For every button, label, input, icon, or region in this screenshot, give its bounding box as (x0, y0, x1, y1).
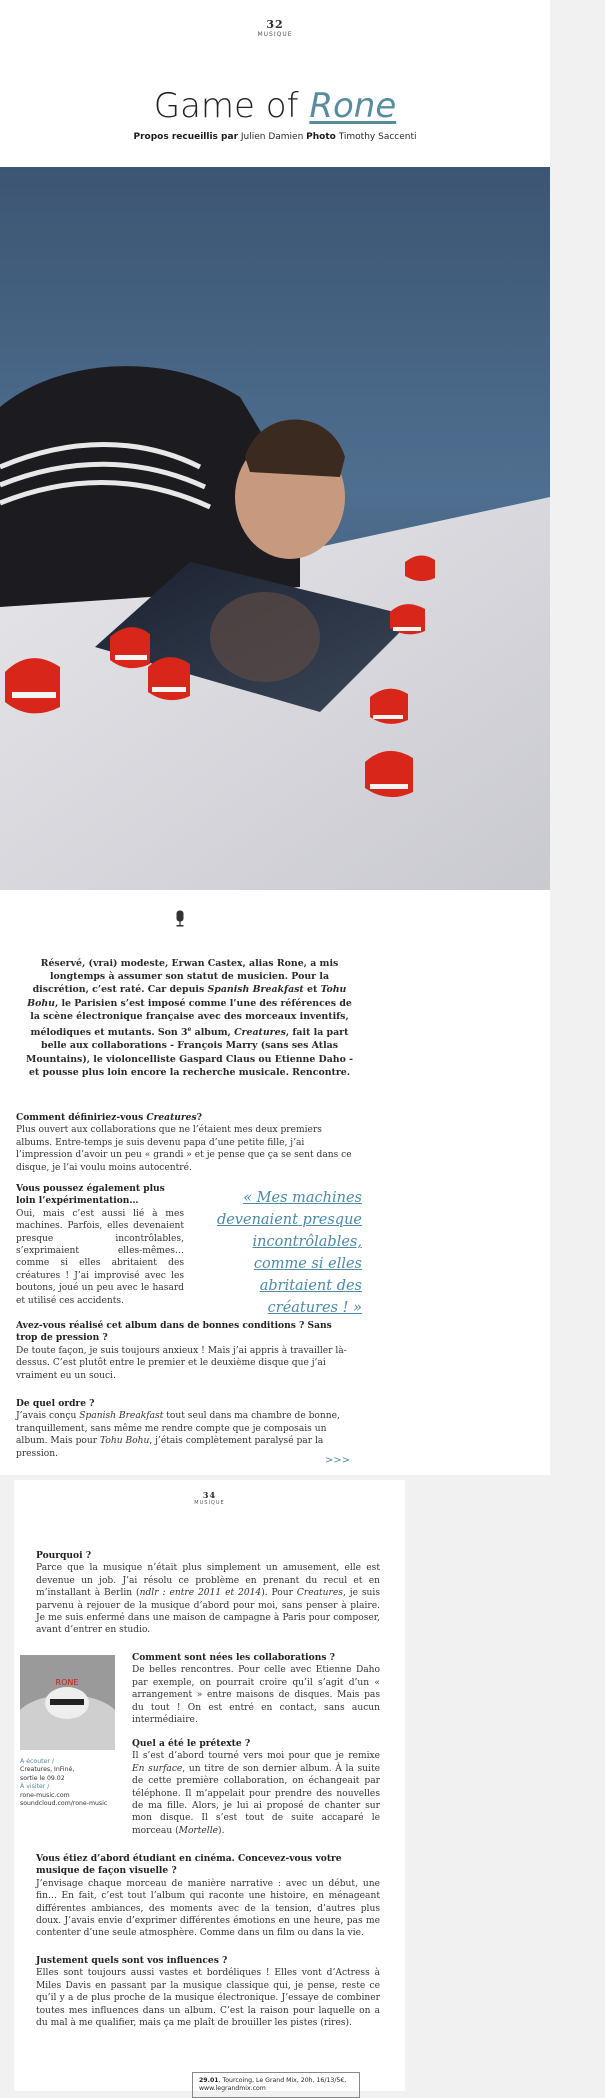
question: Comment définiriez-vous Creatures? (16, 1112, 202, 1123)
qa-block (132, 1738, 380, 1837)
qa-block (36, 1955, 380, 2029)
album-name: Creatures, InFiné, (20, 1766, 75, 1774)
photographer: Timothy Saccenti (335, 132, 417, 142)
interview-label: Propos recueillis par (133, 132, 239, 142)
album-title: Spanish Breakfast (207, 984, 304, 996)
magazine-page-34 (14, 1480, 405, 2091)
website-link[interactable]: rone-music.com (20, 1791, 70, 1799)
continue-arrow: >>> (325, 1455, 351, 1466)
page-folio (14, 1490, 405, 1506)
answer: Plus ouvert aux collaborations que ne l’étaient mes deux premiers albums. Entre-temps je suis devenu papa d’une petite fille, j’ai l’impression d’avoir un peu « grandi » et je pense que ça se sent dans ce disque, je l’ai voulu moins autocentré. (16, 1125, 352, 1173)
question: Vous étiez d’abord étudiant en cinéma. Concevez-vous votre musique de façon visuelle ? (36, 1853, 342, 1877)
album-title: Creatures (234, 1027, 286, 1039)
website-link[interactable]: soundcloud.com/rone-music (20, 1800, 108, 1808)
qa-block (132, 1652, 380, 1726)
question: Pourquoi ? (36, 1550, 92, 1561)
visit-label: À visiter / (20, 1783, 50, 1791)
answer: De belles rencontres. Pour celle avec Etienne Daho par exemple, on pourrait croire qu’il s’agit d’un « arrangement » entre maisons de disques. Mais pas du tout ! On est entré en contact, sans aucun intermédiaire. (132, 1665, 380, 1726)
answer: Elles sont toujours aussi vastes et bordéliques ! Elles vont d’Actress à Miles Davis en passant par la musique classique qui, je pense, reste ce qu’il y a de plus proche de la musique électronique. J’essaye de combiner toutes mes influences dans un album. C’est la raison pour laquelle on a du mal à me qualifier, mais ça me plaît de brouiller les pistes (rires). (36, 1968, 380, 2029)
microphone-icon (174, 910, 186, 928)
qa-block (16, 1112, 356, 1174)
concert-details: , Tourcoing, Le Grand Mix, 20h, 16/13/5€, (218, 2077, 347, 2084)
photo-illustration (0, 167, 550, 890)
section-label: MUSIQUE (194, 1500, 225, 1506)
page-folio (0, 18, 550, 38)
qa-block (16, 1320, 356, 1382)
release-date: sortie le 09.02 (20, 1774, 65, 1782)
concert-info-box (192, 2072, 360, 2098)
qa-block (36, 1853, 380, 1940)
question: Comment sont nées les collaborations ? (132, 1652, 335, 1663)
photo-label: Photo (306, 132, 336, 142)
cover-text: RONE (55, 1678, 79, 1687)
concert-date: 29.01 (199, 2077, 219, 2084)
qa-block (16, 1398, 356, 1460)
question: De quel ordre ? (16, 1398, 95, 1409)
album-cover (20, 1655, 115, 1750)
cover-photo (0, 167, 550, 890)
album-title: Tohu Bohu (27, 984, 347, 1009)
standfirst-text: , le Parisien s’est imposé comme l’une des références de la scène électronique française avec des morceaux inventifs, mélodiques et mutants. Son 3 (30, 997, 352, 1039)
qa-block (36, 1550, 380, 1637)
answer: Oui, mais c’est aussi lié à mes machines. Parfois, elles devenaient presque incontrôlables, s’exprimaient elles-mêmes… comme si elles abritaient des créatures ! J’ai improvisé avec les boutons, joué un peu avec le hasard et utilisé ces accidents. (16, 1208, 184, 1306)
standfirst-text: et (303, 984, 321, 996)
section-label: MUSIQUE (257, 31, 293, 38)
title-accent: Rone (309, 86, 397, 126)
venue-website[interactable]: www.legrandmix.com (199, 2085, 266, 2093)
listen-label: À écouter / (20, 1758, 54, 1765)
question: Avez-vous réalisé cet album dans de bonnes conditions ? Sans trop de pression ? (16, 1320, 332, 1344)
answer: J’envisage chaque morceau de manière narrative : avec un début, une fin… En fait, c’est tout l’album qui raconte une histoire, en ménageant différentes ambiances, des moments avec de la tension, d’autres plus doux. J’avais envie d’exprimer différentes émotions en une heure, pas me contenter d’une seule atmosphère. Comme dans un film ou dans la vie. (36, 1878, 380, 1939)
ordinal-suffix: e (187, 1026, 192, 1034)
question: Justement quels sont vos influences ? (36, 1955, 228, 1966)
answer: J’avais conçu Spanish Breakfast tout seul dans ma chambre de bonne, tranquillement, sans même me rendre compte que je composais un album. Mais pour Tohu Bohu, j’étais complètement paralysé par la pression. (16, 1411, 340, 1459)
standfirst-text: Réservé, (vrai) modeste, Erwan Castex, alias Rone, a mis longtemps à assumer son statut de musicien. Pour la discrétion, c’est raté. Car depuis (32, 958, 339, 996)
standfirst-text: album, (191, 1027, 235, 1039)
standfirst-text: , fait la part belle aux collaborations - François Marry (sans ses Atlas Mountains), le violoncelliste Gaspard Claus ou Etienne Daho - et pousse plus loin encore la recherche musicale. Rencontre. (26, 1027, 353, 1078)
article-title (0, 86, 550, 126)
qa-block (16, 1183, 184, 1307)
pull-quote: « Mes machines devenaient presque incontrôlables, comme si elles abritaient des créatures ! » (216, 1190, 362, 1316)
interviewer: Julien Damien (238, 132, 307, 142)
answer: Il s’est d’abord tourné vers moi pour que je remixe En surface, un titre de son dernier album. À la suite de cette première collaboration, on échangeait par téléphone. Il m’appelait pour prendre des nouvelles de ma fille. Alors, je lui ai proposé de chanter sur mon disque. Il s’est tout de suite accaparé le morceau (Mortelle). (132, 1751, 380, 1836)
answer: Parce que la musique n’était plus simplement un amusement, elle est devenue un job. J’ai résolu ce problème en prenant du recul et en m’installant à Berlin (ndlr : entre 2011 et 2014). Pour Creatures, je suis parvenu à rejouer de la musique d’abord pour moi, sans penser à plaire. Je me suis enfermé dans une maison de campagne à Paris pour composer, avant d’entrer en studio. (36, 1563, 380, 1636)
page-number: 32 (266, 18, 284, 31)
title-main: Game of (153, 86, 310, 126)
article-credits (0, 132, 550, 142)
page-number: 34 (202, 1490, 217, 1500)
article-standfirst (22, 957, 357, 1079)
answer: De toute façon, je suis toujours anxieux ! Mais j’ai appris à travailler là-dessus. C’est plutôt entre le premier et le deuxième disque que j’ai vraiment eu un souci. (16, 1345, 347, 1381)
album-cover-art (20, 1655, 115, 1750)
album-caption (20, 1758, 140, 1808)
question: Quel a été le prétexte ? (132, 1738, 251, 1749)
question: Vous poussez également plus loin l’expérimentation… (16, 1183, 165, 1207)
